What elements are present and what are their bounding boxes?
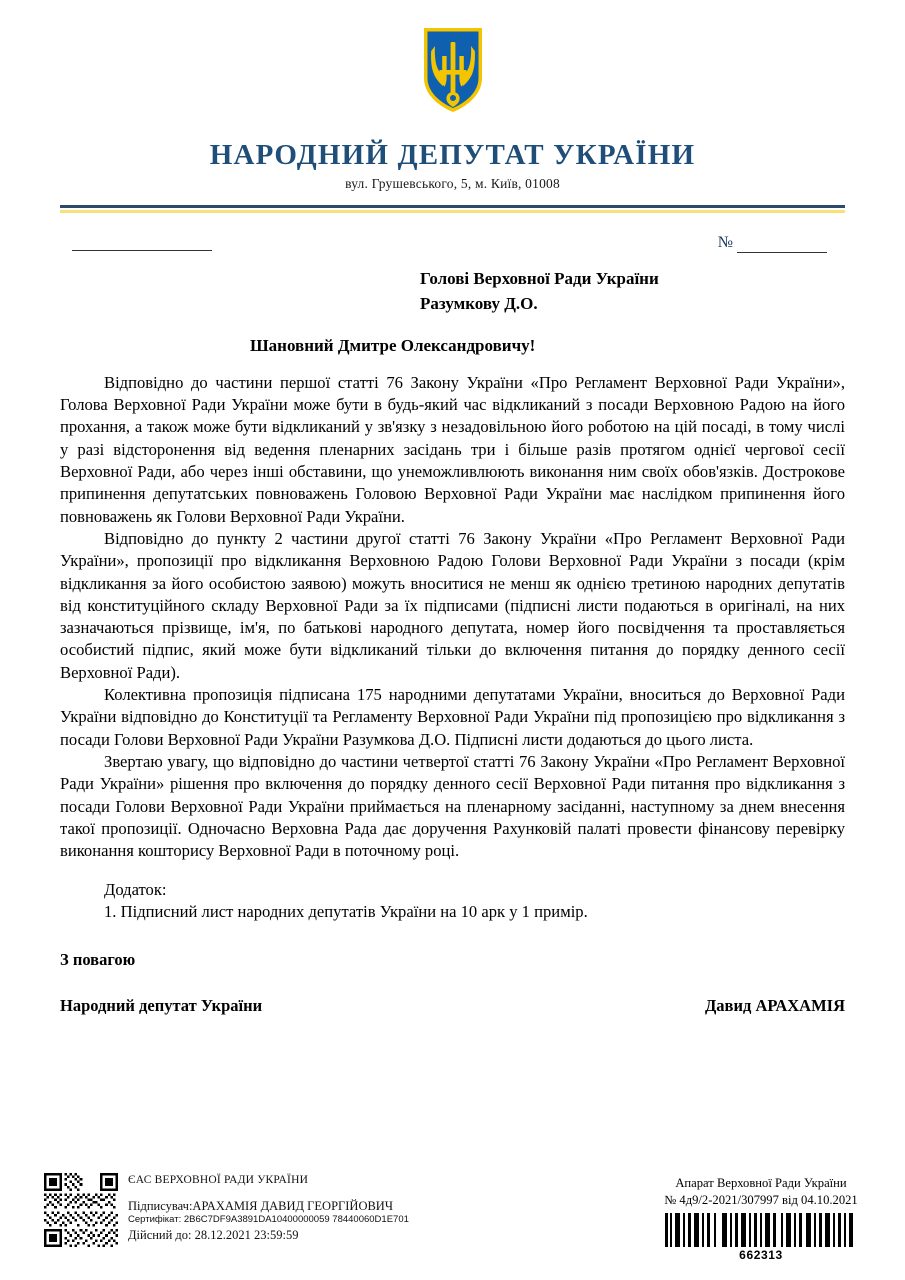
signer-name: Підписувач:АРАХАМІЯ ДАВИД ГЕОРГІЙОВИЧ: [128, 1199, 393, 1213]
date-blank-field[interactable]: [72, 238, 212, 251]
signatory-role: Народний депутат України: [60, 996, 263, 1016]
body-paragraph: Звертаю увагу, що відповідно до частини четвертої статті 76 Закону України «Про Регламент Верховної Ради України» рішення про включення до порядку денного сесії Верховної Ради питання про відкликання з посади Голови Верховної Ради України приймається на пленарному засіданні, наступному за днем внесення такої пропозиції. Одночасно Верховна Рада дає доручення Рахунковій палаті провести фінансову перевірку виконання кошторису Верховної Ради в поточному році.: [60, 752, 845, 861]
org-address: вул. Грушевського, 5, м. Київ, 01008: [345, 176, 560, 192]
valid-until: Дійсний до: 28.12.2021 23:59:59: [128, 1228, 299, 1243]
salutation: Шановний Дмитре Олександровичу!: [250, 335, 536, 355]
regards-text: З повагою: [60, 950, 136, 970]
attachment-item: 1. Підписний лист народних депутатів України на 10 арк у 1 примір.: [104, 902, 588, 922]
number-symbol: №: [717, 234, 733, 252]
page-title: НАРОДНИЙ ДЕПУТАТ УКРАЇНИ: [209, 139, 696, 171]
number-blank-field[interactable]: [737, 240, 827, 253]
apparatus-number: № 4д9/2-2021/307997 від 04.10.2021: [664, 1193, 858, 1207]
signature-details: [128, 1173, 409, 1243]
barcode-icon: [661, 1213, 861, 1247]
body-paragraph: Відповідно до пункту 2 частини другої статті 76 Закону України «Про Регламент Верховної Ради України», пропозиції про відкликання Верховною Радою Голови Верховної Ради України з посади (крім відкликання за його особистою заявою) можуть вноситися не менш як однією третиною народних депутатів від конституційного складу Верховної Ради за їх підписами (підписні листи подаються в оригіналі, на них зазначаються прізвище, ім'я, по батькові народного депутата, номер його посвідчення та проставляється особистий підпис, який може бути відкликаний тільки до включення питання до порядку денного сесії Верховної Ради).: [60, 528, 845, 682]
ukraine-trident-coat-of-arms-icon: [422, 26, 484, 114]
signatory-name: Давид АРАХАМІЯ: [704, 996, 845, 1016]
reference-line: [60, 227, 845, 253]
addressee-block: [420, 267, 845, 315]
registration-block: [661, 1173, 861, 1262]
digital-signature-block: [44, 1173, 409, 1247]
letterhead: [60, 0, 845, 192]
number-group: [718, 235, 827, 253]
body-paragraph: Відповідно до частини першої статті 76 Закону України «Про Регламент Верховної Ради України», Голова Верховної Ради України може бути в будь-який час відкликаний з посади Верховною Радою на його прохання, а також може бути відкликаний у зв'язку з незадовільною його роботою на цій посаді, в тому числі у разі відсторонення від ведення пленарних засідань три і більше разів протягом однієї чергової сесії Верховної Ради, або через інші обставини, що унеможливлюють виконання ним своїх обов'язків. Дострокове припинення депутатських повноважень Головою Верховної Ради України має наслідком припинення його повноважень як Голови Верховної Ради України.: [60, 372, 845, 526]
barcode-number: 662313: [739, 1248, 783, 1262]
eas-title: ЄАС ВЕРХОВНОЇ РАДИ УКРАЇНИ: [128, 1174, 309, 1186]
addressee-line-2: Разумкову Д.О.: [420, 293, 538, 313]
attachment-label: Додаток:: [104, 879, 167, 899]
divider-blue: [60, 205, 845, 208]
apparatus-title: Апарат Верховної Ради України: [675, 1176, 847, 1190]
body-paragraph: Колективна пропозиція підписана 175 народними депутатами України, вноситься до Верховної Ради України відповідно до Конституції та Регламенту Верховної Ради України під пропозицією про відкликання з посади Голови Верховної Ради України Разумкова Д.О. Підписні листи додаються до цього листа.: [60, 685, 845, 749]
qr-code-icon: [44, 1173, 118, 1247]
addressee-line-1: Голові Верховної Ради України: [420, 269, 659, 289]
certificate-number: Сертифікат: 2B6C7DF9A3891DA10400000059 78440060D1E701: [128, 1214, 409, 1226]
body-text: [60, 372, 845, 863]
attachment-block: [60, 879, 845, 925]
footer: [0, 1173, 905, 1262]
divider-yellow: [60, 210, 845, 213]
signature-row: [60, 996, 845, 1016]
